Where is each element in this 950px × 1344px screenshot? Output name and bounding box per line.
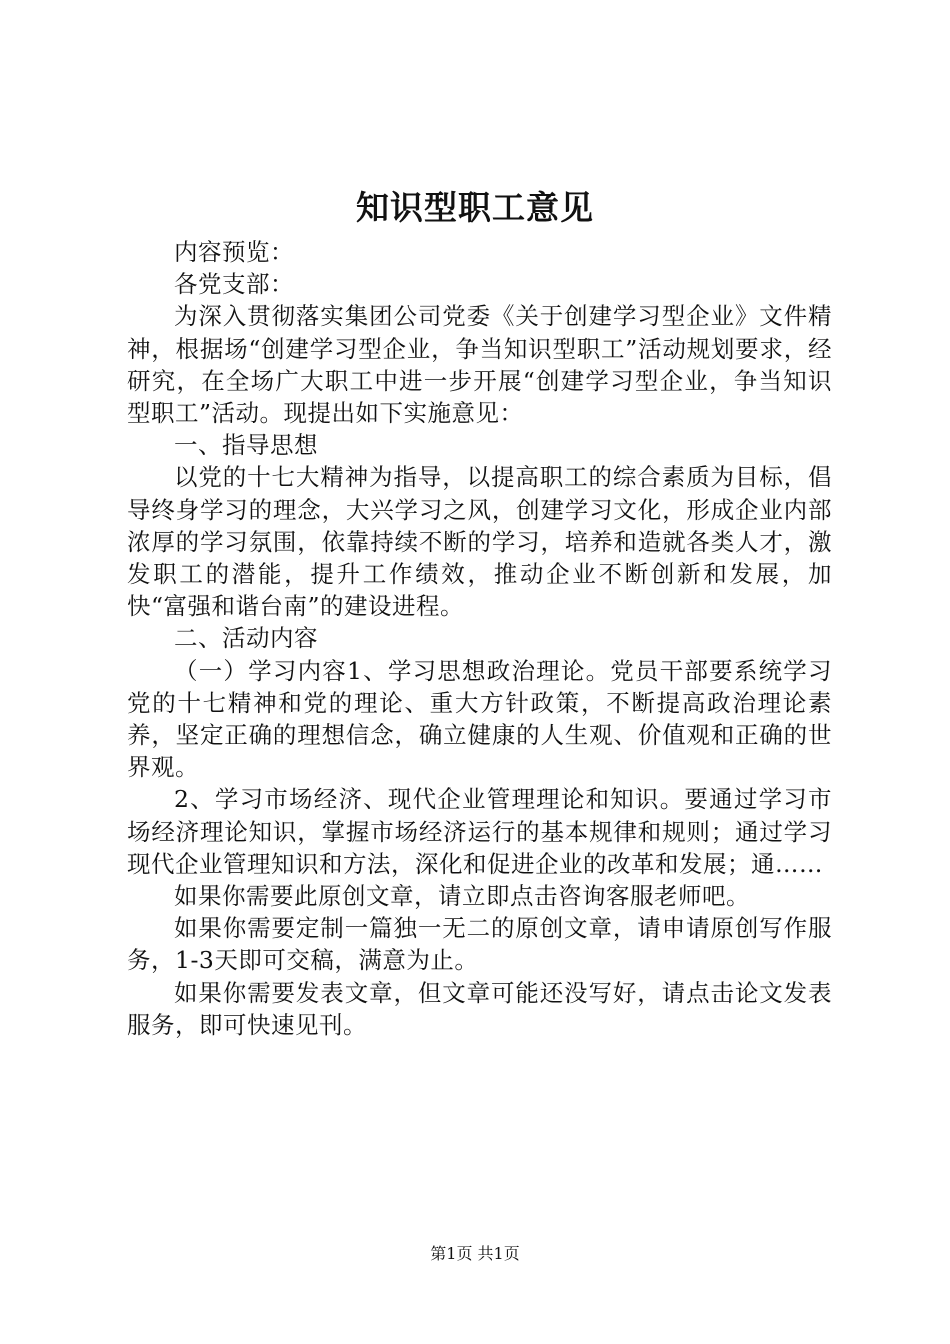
section-heading-activity-content: 二、活动内容 (174, 624, 318, 653)
document-title: 知识型职工意见 (356, 188, 594, 227)
document-body (127, 236, 832, 1041)
paragraph-intro: 为深入贯彻落实集团公司党委《关于创建学习型企业》文件精神，根据场“创建学习型企业，争当知识型职工”活动规划要求，经研究，在全场广大职工中进一步开展“创建学习型企业，争当知识型职工”活动。现提出如下实施意见： (127, 302, 832, 428)
paragraph-guiding-thought: 以党的十七大精神为指导，以提高职工的综合素质为目标，倡导终身学习的理念，大兴学习之风，创建学习文化，形成企业内部浓厚的学习氛围，依靠持续不断的学习，培养和造就各类人才，激发职工的潜能，提升工作绩效，推动企业不断创新和发展，加快“富强和谐台南”的建设进程。 (127, 463, 832, 621)
page-footer: 第1页 共1页 (430, 1244, 520, 1263)
paragraph-learning-content-1: （一）学习内容1、学习思想政治理论。党员干部要系统学习党的十七精神和党的理论、重大方针政策，不断提高政治理论素养，坚定正确的理想信念，确立健康的人生观、价值观和正确的世界观。 (127, 656, 832, 782)
paragraph-promo-custom-writing[interactable]: 如果你需要定制一篇独一无二的原创文章，请申请原创写作服务，1-3天即可交稿，满意为止。 (127, 914, 832, 975)
paragraph-salutation: 各党支部： (174, 270, 294, 299)
paragraph-preview-label: 内容预览： (174, 238, 294, 266)
paragraph-promo-publishing[interactable]: 如果你需要发表文章，但文章可能还没写好，请点击论文发表服务，即可快速见刊。 (127, 978, 832, 1039)
paragraph-promo-consult[interactable]: 如果你需要此原创文章，请立即点击咨询客服老师吧。 (174, 882, 750, 911)
section-heading-guiding-thought: 一、指导思想 (174, 431, 318, 460)
paragraph-learning-content-2: 2、学习市场经济、现代企业管理理论和知识。要通过学习市场经济理论知识，掌握市场经济运行的基本规律和规则；通过学习现代企业管理知识和方法，深化和促进企业的改革和发展；通…… (127, 785, 832, 878)
